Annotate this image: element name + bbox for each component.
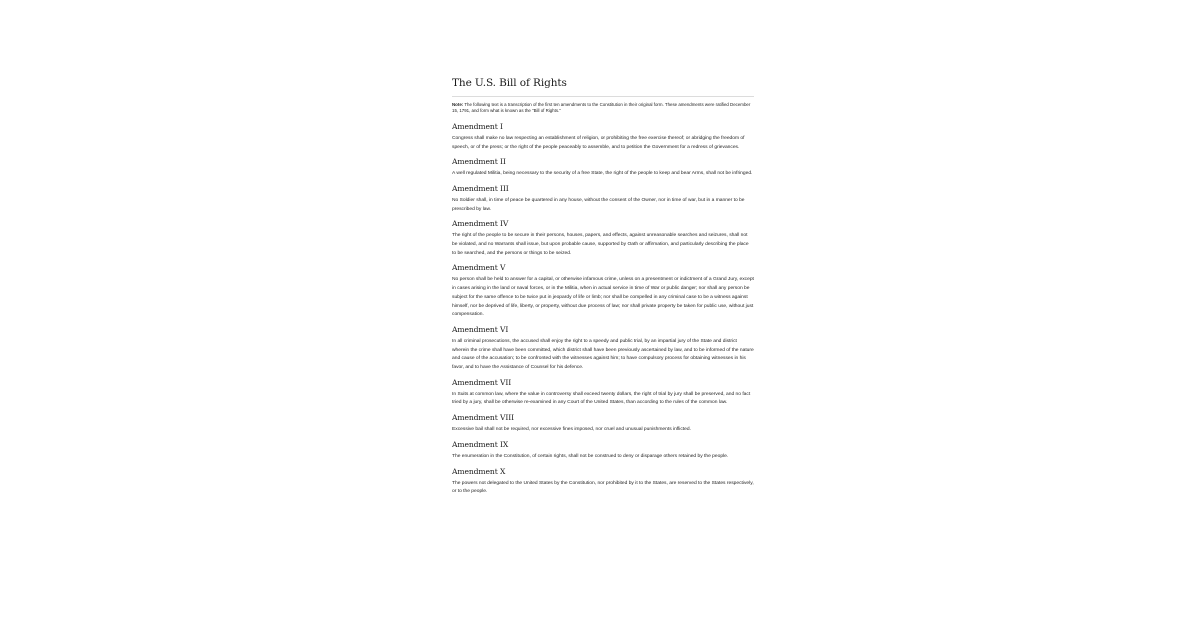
amendment-10 xyxy=(452,467,754,497)
amendment-heading: Amendment X xyxy=(452,466,506,476)
amendment-heading: Amendment VIII xyxy=(452,413,515,423)
amendment-3 xyxy=(452,184,754,214)
amendment-text: Congress shall make no law respecting an establishment of religion, or prohibiting the free exercise thereof; or abridging the freedom of speech, or of the press; or the right of the people peaceably to assemble, and to petition the Government for a redress of grievances. xyxy=(452,135,745,150)
amendment-text: The right of the people to be secure in their persons, houses, papers, and effects, against unreasonable searches and seizures, shall not be violated, and no Warrants shall issue, but upon probable cause, supported by Oath or affirmation, and particularly describing the place to be searched, and the persons or things to be seized. xyxy=(452,233,749,256)
amendment-5 xyxy=(452,263,754,320)
amendment-heading: Amendment VI xyxy=(452,324,509,334)
note-text: The following text is a transcription of the first ten amendments to the Constitution in their original form. These amendments were ratified December 15, 1791, and form what is known as the "Bill of Rights." xyxy=(452,102,751,114)
amendment-7 xyxy=(452,378,754,408)
amendment-heading: Amendment I xyxy=(452,121,503,131)
amendment-heading: Amendment IV xyxy=(452,219,509,229)
amendment-4 xyxy=(452,219,754,258)
amendment-heading: Amendment VII xyxy=(452,377,512,387)
amendment-8 xyxy=(452,413,754,435)
amendment-2 xyxy=(452,157,754,179)
document-page xyxy=(452,76,754,502)
amendment-6 xyxy=(452,325,754,373)
amendment-text: A well regulated Militia, being necessary to the security of a free State, the right of the people to keep and bear Arms, shall not be infringed. xyxy=(452,171,753,177)
amendment-heading: Amendment II xyxy=(452,157,506,167)
amendment-text: Excessive bail shall not be required, nor excessive fines imposed, nor cruel and unusual punishments inflicted. xyxy=(452,427,691,433)
amendment-text: The enumeration in the Constitution, of certain rights, shall not be construed to deny or disparage others retained by the people. xyxy=(452,453,729,459)
transcription-note xyxy=(452,102,754,115)
amendment-heading: Amendment IX xyxy=(452,439,509,449)
amendment-text: In Suits at common law, where the value in controversy shall exceed twenty dollars, the right of trial by jury shall be preserved, and no fact tried by a jury, shall be otherwise re-examined in any Court of the United States, than according to the rules of the common law. xyxy=(452,391,751,406)
amendment-heading: Amendment III xyxy=(452,183,509,193)
amendment-text: In all criminal prosecutions, the accused shall enjoy the right to a speedy and public trial, by an impartial jury of the State and district wherein the crime shall have been committed, which district shall have been previously ascertained by law, and to be informed of the nature and cause of the accusation; to be confronted with the witnesses against him; to have compulsory process for obtaining witnesses in his favor, and to have the Assistance of Counsel for his defence. xyxy=(452,338,754,371)
amendment-text: No Soldier shall, in time of peace be quartered in any house, without the consent of the Owner, nor in time of war, but in a manner to be prescribed by law. xyxy=(452,197,745,212)
amendment-1 xyxy=(452,122,754,152)
amendment-text: The powers not delegated to the United States by the Constitution, nor prohibited by it to the States, are reserved to the States respectively, or to the people. xyxy=(452,480,754,495)
amendment-text: No person shall be held to answer for a capital, or otherwise infamous crime, unless on a presentment or indictment of a Grand Jury, except in cases arising in the land or naval forces, or in the Militia, when in actual service in time of War or public danger; nor shall any person be subject for the same offence to be twice put in jeopardy of life or limb; nor shall be compelled in any criminal case to be a witness against himself, nor be deprived of life, liberty, or property, without due process of law; nor shall private property be taken for public use, without just compensation. xyxy=(452,277,754,318)
amendment-9 xyxy=(452,440,754,462)
document-title: The U.S. Bill of Rights xyxy=(452,76,754,97)
amendment-heading: Amendment V xyxy=(452,263,506,273)
note-label: Note: xyxy=(452,102,464,107)
